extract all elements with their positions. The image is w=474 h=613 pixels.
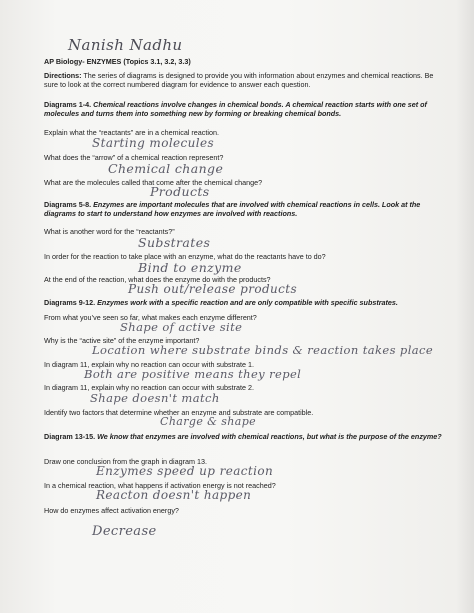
section-text: Enzymes work with a specific reaction and are only compatible with specific substrates.: [95, 298, 398, 307]
worksheet-title: AP Biology- ENZYMES (Topics 3.1, 3.2, 3.3): [44, 57, 191, 66]
section-diagram-13-15: [44, 432, 446, 441]
section-label: Diagram 13-15.: [44, 432, 96, 441]
section-label: Diagrams 5-8.: [44, 200, 92, 209]
question-14: How do enzymes affect activation energy?: [44, 506, 179, 515]
section-diagrams-5-8: [44, 200, 446, 218]
answer-1: Starting molecules: [92, 136, 215, 150]
question-3: What are the molecules called that come after the chemical change?: [44, 178, 263, 187]
answer-9: Both are positive means they repel: [84, 367, 302, 381]
directions-text: The series of diagrams is designed to provide you with information about enzymes and chemical reactions. Be sure to look at the correct numbered diagram for evidence to answer each question.: [44, 71, 434, 89]
directions: [44, 71, 446, 89]
section-text: We know that enzymes are involved with chemical reactions, but what is the purpose of the enzyme?: [95, 432, 442, 441]
question-9: In diagram 11, explain why no reaction can occur with substrate 1.: [44, 360, 255, 369]
question-6: At the end of the reaction, what does the enzyme do with the products?: [44, 275, 271, 284]
student-name: Nanish Nadhu: [68, 36, 183, 54]
answer-4: Substrates: [138, 235, 211, 250]
section-text: Enzymes are important molecules that are involved with chemical reactions in cells. Look at the diagrams to start to understand how enzymes are involved with reactions.: [44, 200, 421, 218]
question-8: Why is the “active site” of the enzyme important?: [44, 336, 200, 345]
section-label: Diagrams 9-12.: [44, 298, 96, 307]
answer-3: Products: [150, 184, 210, 199]
directions-label: Directions:: [44, 71, 82, 80]
answer-5: Bind to enzyme: [138, 260, 242, 275]
section-text: Chemical reactions involve changes in chemical bonds. A chemical reaction starts with one set of molecules and turns them into something new by forming or breaking chemical bonds.: [44, 100, 427, 118]
answer-11: Charge & shape: [160, 415, 257, 428]
answer-6: Push out/release products: [128, 282, 298, 296]
section-label: Diagrams 1-4.: [44, 100, 92, 109]
question-10: In diagram 11, explain why no reaction can occur with substrate 2.: [44, 383, 255, 392]
answer-8: Location where substrate binds & reaction takes place: [92, 343, 434, 357]
question-11: Identify two factors that determine whether an enzyme and substrate are compatible.: [44, 408, 314, 417]
question-1: Explain what the “reactants” are in a chemical reaction.: [44, 128, 219, 137]
answer-7: Shape of active site: [120, 320, 243, 334]
answer-12: Enzymes speed up reaction: [96, 464, 274, 478]
answer-13: Reacton doesn't happen: [96, 488, 252, 502]
answer-14: Decrease: [92, 524, 157, 539]
section-diagrams-9-12: [44, 298, 398, 307]
answer-10: Shape doesn't match: [90, 391, 220, 405]
question-5: In order for the reaction to take place with an enzyme, what do the reactants have to do?: [44, 252, 326, 261]
answer-2: Chemical change: [108, 161, 224, 176]
question-12: Draw one conclusion from the graph in diagram 13.: [44, 457, 208, 466]
question-4: What is another word for the “reactants?”: [44, 227, 175, 236]
question-2: What does the “arrow” of a chemical reaction represent?: [44, 153, 224, 162]
question-13: In a chemical reaction, what happens if activation energy is not reached?: [44, 481, 276, 490]
section-diagrams-1-4: [44, 100, 446, 118]
question-7: From what you’ve seen so far, what makes each enzyme different?: [44, 313, 257, 322]
